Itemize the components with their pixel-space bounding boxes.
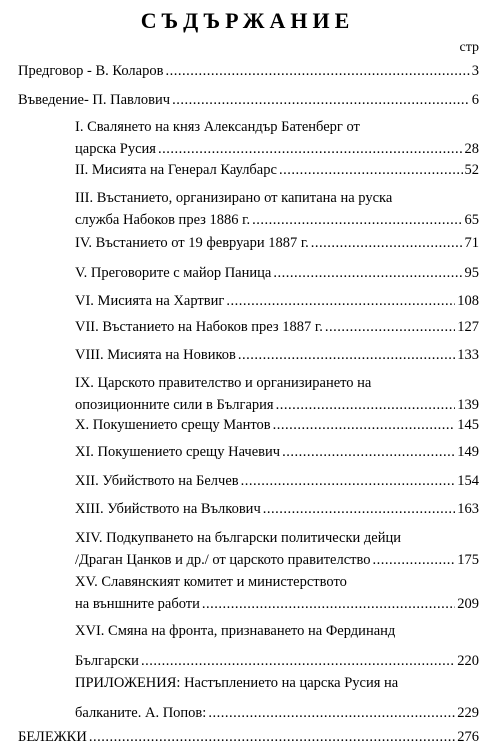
leader-dots xyxy=(252,209,462,231)
toc-entry-text: XI. Покушението срещу Начевич xyxy=(75,444,281,460)
toc-entry xyxy=(75,187,479,231)
leader-dots xyxy=(202,593,455,615)
toc-entry-text: Предговор - В. Коларов xyxy=(18,63,164,79)
toc-entry xyxy=(75,262,479,284)
leader-dots xyxy=(263,498,456,520)
toc-entry-text: VI. Мисията на Хартвиг xyxy=(75,293,225,309)
leader-dots xyxy=(158,138,463,160)
toc-entry-line: XIV. Подкупването на български политически дейци xyxy=(75,530,402,546)
toc-entry-line: IX. Царското правителство и организирането на xyxy=(75,375,372,391)
leader-dots xyxy=(165,60,469,82)
toc-entry xyxy=(18,89,479,111)
leader-dots xyxy=(273,262,462,284)
toc-entry xyxy=(75,498,479,520)
toc-entry xyxy=(75,232,479,254)
toc-entry-line: III. Въстанието, организирано от капитана на руска xyxy=(75,190,393,206)
leader-dots xyxy=(241,470,456,492)
leader-dots xyxy=(141,650,455,672)
leader-dots xyxy=(311,232,463,254)
toc-entry xyxy=(18,60,479,82)
toc-entry-page: 163 xyxy=(457,501,479,517)
toc-entry-text: II. Мисията на Генерал Каулбарс xyxy=(75,162,277,178)
toc-entry-page: 175 xyxy=(457,552,479,568)
toc-entry-page: 145 xyxy=(457,417,479,433)
toc-entry-page: 95 xyxy=(464,265,479,281)
leader-dots xyxy=(273,414,456,436)
leader-dots xyxy=(282,441,455,463)
page-column-label: стр xyxy=(459,40,479,55)
leader-dots xyxy=(325,316,455,338)
leader-dots xyxy=(279,159,463,181)
toc-entry-page: 229 xyxy=(457,705,479,721)
toc-entry-page: 127 xyxy=(457,319,479,335)
toc-entry-page: 133 xyxy=(457,347,479,363)
toc-entry xyxy=(75,116,479,160)
leader-dots xyxy=(172,89,470,111)
toc-entry xyxy=(75,672,479,724)
toc-entry xyxy=(75,414,479,436)
toc-entry-text: царска Русия xyxy=(75,141,156,157)
toc-entry xyxy=(18,726,479,748)
toc-entry-text: V. Преговорите с майор Паница xyxy=(75,265,272,281)
toc-entry xyxy=(75,470,479,492)
toc-entry xyxy=(75,344,479,366)
toc-entry-page: 139 xyxy=(457,397,479,413)
toc-entry-line: ПРИЛОЖЕНИЯ: Настъплението на царска Русия на xyxy=(75,675,399,691)
toc-entry-page: 71 xyxy=(464,235,479,251)
toc-entry-text: на външните работи xyxy=(75,596,200,612)
toc-entry xyxy=(75,527,479,571)
toc-entry-text: XII. Убийството на Белчев xyxy=(75,473,239,489)
toc-entry-page: 220 xyxy=(457,653,479,669)
toc-entry-line: XVI. Смяна на фронта, признаването на Фердинанд xyxy=(75,623,396,639)
toc-entry-page: 52 xyxy=(464,162,479,178)
toc-entry-page: 28 xyxy=(464,141,479,157)
leader-dots xyxy=(226,290,455,312)
toc-entry-page: 149 xyxy=(457,444,479,460)
toc-entry-line: XV. Славянският комитет и министерството xyxy=(75,574,347,590)
toc-entry-page: 209 xyxy=(457,596,479,612)
toc-entry-text: Въведение- П. Павлович xyxy=(18,92,171,108)
toc-entry xyxy=(75,441,479,463)
page-title: СЪДЪРЖАНИЕ xyxy=(140,8,355,33)
toc-entry-text: IV. Въстанието от 19 февруари 1887 г. xyxy=(75,235,309,251)
leader-dots xyxy=(372,549,455,571)
toc-entry xyxy=(75,159,479,181)
toc-entry-text: балканите. А. Попов: xyxy=(75,705,207,721)
toc-entry-text: служба Набоков през 1886 г. xyxy=(75,212,251,228)
toc-entry xyxy=(75,620,479,672)
toc-entry xyxy=(75,571,479,615)
toc-entry-page: 3 xyxy=(471,63,479,79)
toc-entry-text: /Драган Цанков и др./ от царското правителство xyxy=(75,552,371,568)
toc-entry-line: I. Свалянето на княз Александър Батенберг от xyxy=(75,119,360,135)
toc-entry-page: 65 xyxy=(464,212,479,228)
toc-entry-text: БЕЛЕЖКИ xyxy=(18,729,87,745)
toc-entry-text: опозиционните сили в България xyxy=(75,397,274,413)
toc-entry-text: VIII. Мисията на Новиков xyxy=(75,347,236,363)
toc-entry-text: XIII. Убийството на Вълкович xyxy=(75,501,261,517)
toc-entry-text: X. Покушението срещу Мантов xyxy=(75,417,271,433)
toc-entry-text: VII. Въстанието на Набоков през 1887 г. xyxy=(75,319,323,335)
toc-entry-text: Български xyxy=(75,653,139,669)
toc-entry-page: 154 xyxy=(457,473,479,489)
toc-entry-page: 6 xyxy=(471,92,479,108)
toc-entry-page: 276 xyxy=(457,729,479,745)
toc-entry xyxy=(75,290,479,312)
toc-entry xyxy=(75,372,479,416)
leader-dots xyxy=(238,344,455,366)
leader-dots xyxy=(89,726,455,748)
toc-entry xyxy=(75,316,479,338)
leader-dots xyxy=(208,702,455,724)
leader-dots xyxy=(276,394,456,416)
toc-entry-page: 108 xyxy=(457,293,479,309)
